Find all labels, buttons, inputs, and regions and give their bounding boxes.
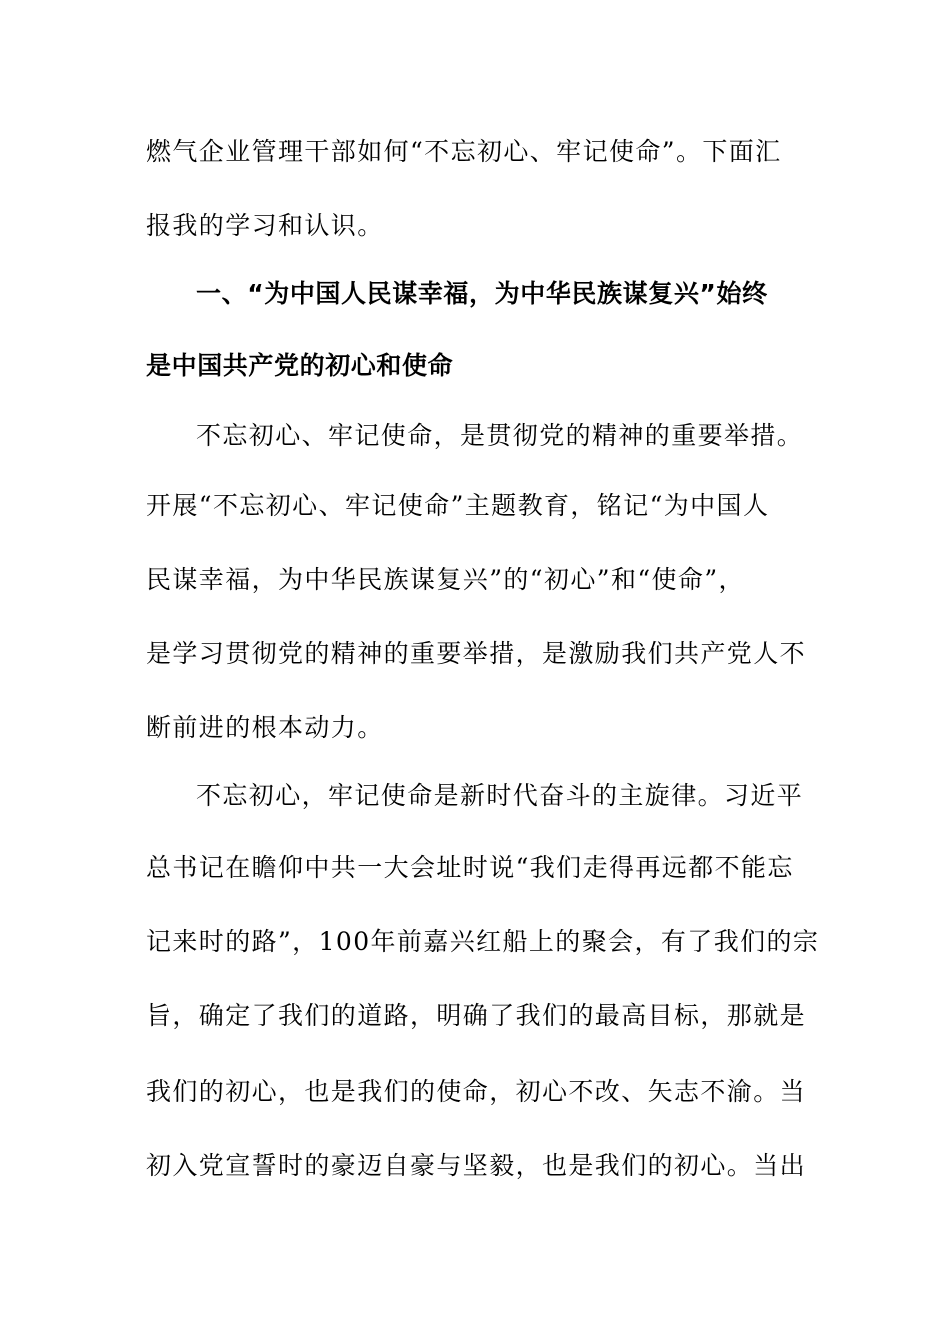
paragraph-line: 报我的学习和认识。 xyxy=(146,211,384,240)
section-heading-line: 一、“为中国人民谋幸福，为中华民族谋复兴”始终 xyxy=(196,279,768,308)
paragraph-line: 不忘初心、牢记使命，是贯彻党的精神的重要举措。 xyxy=(196,421,804,450)
paragraph-line: 我们的初心，也是我们的使命，初心不改、矢志不渝。当 xyxy=(146,1077,807,1106)
paragraph-line: 断前进的根本动力。 xyxy=(146,713,384,742)
paragraph-line: 旨，确定了我们的道路，明确了我们的最高目标，那就是 xyxy=(146,1001,807,1030)
paragraph-line: 记来时的路”，100年前嘉兴红船上的聚会，有了我们的宗 xyxy=(146,927,820,956)
paragraph-line: 民谋幸福，为中华民族谋复兴”的“初心”和“使命”， xyxy=(146,565,745,594)
paragraph-line: 初入党宣誓时的豪迈自豪与坚毅，也是我们的初心。当出 xyxy=(146,1151,807,1180)
paragraph-line: 总书记在瞻仰中共一大会址时说“我们走得再远都不能忘 xyxy=(146,853,794,882)
paragraph-line: 开展“不忘初心、牢记使命”主题教育，铭记“为中国人 xyxy=(146,491,770,520)
paragraph-line: 是学习贯彻党的精神的重要举措，是激励我们共产党人不 xyxy=(146,639,807,668)
section-heading-line: 是中国共产党的初心和使命 xyxy=(146,351,454,380)
paragraph-line: 不忘初心，牢记使命是新时代奋斗的主旋律。习近平 xyxy=(196,781,804,810)
paragraph-line: 燃气企业管理干部如何“不忘初心、牢记使命”。下面汇 xyxy=(146,137,782,166)
